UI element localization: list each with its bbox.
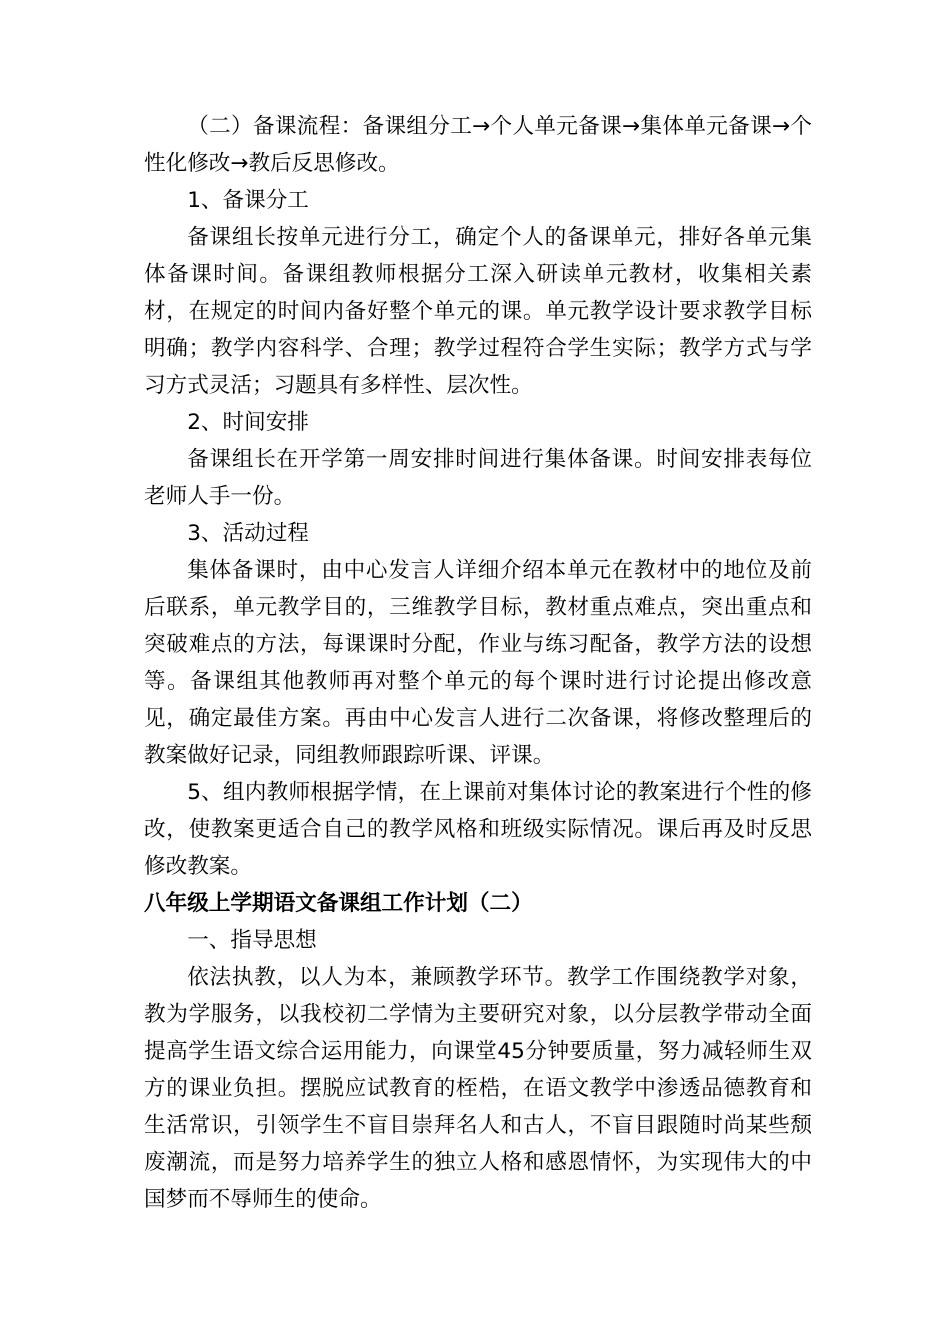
paragraph-schedule: 备课组长在开学第一周安排时间进行集体备课。时间安排表每位老师人手一份。 [144,447,812,509]
paragraph-guiding-thought: 依法执教，以人为本，兼顾教学环节。教学工作围绕教学对象，教为学服务，以我校初二学情为主要研究对象，以分层教学带动全面提高学生语文综合运用能力，向课堂45分钟要质量，努力减轻师生双方的课业负担。摆脱应试教育的桎梏，在语文教学中渗透品德教育和生活常识，引领学生不盲目崇拜名人和古人，不盲目跟随时尚某些颓废潮流，而是努力培养学生的独立人格和感恩情怀，为实现伟大的中国梦而不辱师生的使命。 [144,965,812,1212]
section-title: 八年级上学期语文备课组工作计划（二） [144,891,533,916]
paragraph-activity-process: 集体备课时，由中心发言人详细介绍本单元在教材中的地位及前后联系，单元教学目的，三维教学目标，教材重点难点，突出重点和突破难点的方法，每课课时分配，作业与练习配备，教学方法的设想等。备课组其他教师再对整个单元的每个课时进行讨论提出修改意见，确定最佳方案。再由中心发言人进行二次备课，将修改整理后的教案做好记录，同组教师跟踪听课、评课。 [144,558,812,768]
document-body [144,108,812,1218]
heading-schedule: 2、时间安排 [187,410,309,435]
heading-activity-process: 3、活动过程 [187,521,309,546]
heading-guiding-thought: 一、指导思想 [187,928,317,953]
paragraph-division-of-work: 备课组长按单元进行分工，确定个人的备课单元，排好各单元集体备课时间。备课组教师根据分工深入研读单元教材，收集相关素材，在规定的时间内备好整个单元的课。单元教学设计要求教学目标明确；教学内容科学、合理；教学过程符合学生实际；教学方式与学习方式灵活；习题具有多样性、层次性。 [144,225,812,398]
heading-division-of-work: 1、备课分工 [187,188,309,213]
paragraph-individual-revision: 5、组内教师根据学情，在上课前对集体讨论的教案进行个性的修改，使教案更适合自己的教学风格和班级实际情况。课后再及时反思修改教案。 [144,780,812,879]
paragraph-prep-process: （二）备课流程：备课组分工→个人单元备课→集体单元备课→个性化修改→教后反思修改。 [144,114,812,176]
